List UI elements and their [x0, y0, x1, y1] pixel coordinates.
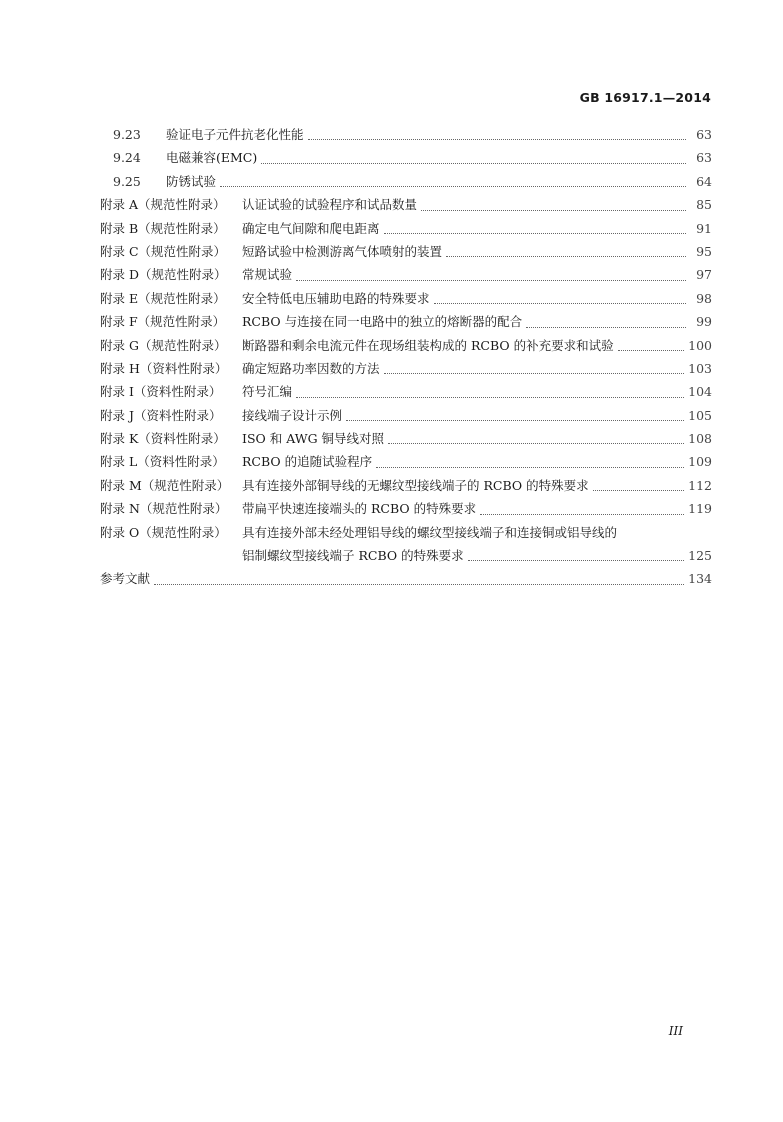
toc-entry-title: 确定电气间隙和爬电距离 [242, 220, 380, 236]
toc-entry-annex-d[interactable] [100, 265, 712, 288]
toc-annex-label: 附录 C（规范性附录） [100, 243, 227, 259]
toc-annex-label: 附录 A（规范性附录） [100, 197, 226, 213]
toc-entry-annex-j[interactable] [100, 406, 712, 429]
toc-entry-page: 64 [696, 173, 712, 189]
toc-entry-page: 134 [688, 571, 712, 587]
toc-entry-bibliography[interactable] [100, 569, 712, 592]
toc-entry-title: 防锈试验 [166, 173, 217, 189]
toc-annex-label: 附录 J（资料性附录） [100, 407, 222, 423]
toc-entry-page: 98 [696, 290, 712, 306]
toc-entry-title: 短路试验中检测游离气体喷射的装置 [242, 243, 443, 259]
dot-leader [296, 279, 686, 281]
dot-leader [261, 162, 686, 164]
toc-annex-label: 附录 K（资料性附录） [100, 431, 226, 447]
dot-leader [480, 513, 684, 515]
toc-entry-page: 109 [688, 454, 712, 470]
toc-annex-label: 附录 D（规范性附录） [100, 267, 227, 283]
toc-entry-number: 9.23 [113, 127, 141, 142]
toc-entry-title: 参考文献 [100, 571, 151, 587]
dot-leader [618, 349, 685, 351]
toc-entry-page: 103 [688, 360, 712, 376]
toc-entry-annex-e[interactable] [100, 289, 712, 312]
toc-entry-page: 95 [696, 243, 712, 259]
dot-leader [376, 466, 684, 468]
toc-entry-page: 63 [696, 150, 712, 166]
toc-entry-title: 常规试验 [242, 267, 293, 283]
toc-entry-page: 125 [688, 548, 712, 564]
toc-entry-9-24[interactable] [100, 148, 712, 171]
toc-entry-annex-o[interactable] [100, 523, 712, 546]
toc-entry-9-25[interactable] [100, 172, 712, 195]
dot-leader [308, 138, 686, 140]
toc-entry-page: 112 [688, 477, 712, 493]
page-folio: III [668, 1024, 683, 1038]
toc-entry-annex-g[interactable] [100, 336, 712, 359]
toc-entry-page: 104 [688, 384, 712, 400]
toc-annex-label: 附录 E（规范性附录） [100, 290, 226, 306]
toc-entry-title: 电磁兼容(EMC) [166, 150, 258, 166]
toc-entry-page: 91 [696, 220, 712, 236]
toc-entry-title: 确定短路功率因数的方法 [242, 360, 380, 376]
toc-annex-label: 附录 I（资料性附录） [100, 384, 222, 400]
toc-entry-page: 99 [696, 314, 712, 330]
toc-entry-9-23[interactable] [100, 125, 712, 148]
toc-entry-annex-n[interactable] [100, 499, 712, 522]
toc-annex-label: 附录 H（资料性附录） [100, 360, 228, 376]
dot-leader [154, 583, 684, 585]
toc-entry-page: 100 [688, 337, 712, 353]
toc-annex-label: 附录 O（规范性附录） [100, 524, 227, 540]
toc-entry-annex-o-continued[interactable] [100, 546, 712, 569]
toc-annex-label: 附录 M（规范性附录） [100, 477, 230, 493]
dot-leader [468, 559, 685, 561]
toc-entry-annex-m[interactable] [100, 476, 712, 499]
toc-entry-page: 85 [696, 197, 712, 213]
toc-entry-title: RCBO 与连接在同一电路中的独立的熔断器的配合 [242, 314, 523, 330]
toc-entry-title-line2: 铝制螺纹型接线端子 RCBO 的特殊要求 [242, 548, 464, 564]
dot-leader [434, 302, 686, 304]
dot-leader [296, 396, 684, 398]
toc-entry-annex-a[interactable] [100, 195, 712, 218]
toc-entry-annex-c[interactable] [100, 242, 712, 265]
dot-leader [526, 326, 686, 328]
dot-leader [421, 209, 686, 211]
toc-entry-title: RCBO 的追随试验程序 [242, 454, 373, 470]
toc-annex-label: 附录 G（规范性附录） [100, 337, 227, 353]
dot-leader [220, 185, 686, 187]
toc-entry-title: 接线端子设计示例 [242, 407, 343, 423]
toc-entry-page: 119 [688, 501, 712, 517]
dot-leader [384, 372, 685, 374]
dot-leader [593, 489, 685, 491]
toc-entry-title: 断路器和剩余电流元件在现场组装构成的 RCBO 的补充要求和试验 [242, 337, 614, 353]
toc-entry-number: 9.24 [113, 150, 141, 166]
toc-entry-title: 符号汇编 [242, 384, 293, 400]
toc-entry-annex-b[interactable] [100, 219, 712, 242]
toc-annex-label: 附录 B（规范性附录） [100, 220, 226, 236]
toc-entry-title: 具有连接外部铜导线的无螺纹型接线端子的 RCBO 的特殊要求 [242, 477, 589, 493]
dot-leader [388, 442, 684, 444]
toc-entry-page: 97 [696, 267, 712, 283]
toc-entry-page: 105 [688, 407, 712, 423]
toc-entry-number: 9.25 [113, 173, 141, 189]
toc-entry-title: 安全特低电压辅助电路的特殊要求 [242, 290, 430, 306]
toc-entry-annex-l[interactable] [100, 452, 712, 475]
toc-annex-label: 附录 L（资料性附录） [100, 454, 225, 470]
toc-entry-title: 带扁平快速连接端头的 RCBO 的特殊要求 [242, 501, 477, 517]
dot-leader [446, 255, 686, 257]
toc-entry-page: 63 [696, 127, 712, 142]
toc-entry-annex-h[interactable] [100, 359, 712, 382]
toc-annex-label: 附录 N（规范性附录） [100, 501, 228, 517]
toc-entry-annex-k[interactable] [100, 429, 712, 452]
toc-entry-annex-f[interactable] [100, 312, 712, 335]
toc-annex-label: 附录 F（规范性附录） [100, 314, 226, 330]
toc-entry-page: 108 [688, 431, 712, 447]
toc-entry-title-line1: 具有连接外部未经处理铝导线的螺纹型接线端子和连接铜或铝导线的 [242, 524, 618, 540]
toc-entry-title: 验证电子元件抗老化性能 [166, 127, 304, 142]
standard-number: GB 16917.1—2014 [579, 90, 711, 105]
dot-leader [384, 232, 686, 234]
toc-entry-title: 认证试验的试验程序和试品数量 [242, 197, 418, 213]
dot-leader [346, 419, 684, 421]
toc-entry-title: ISO 和 AWG 铜导线对照 [242, 431, 385, 447]
table-of-contents [100, 125, 712, 593]
toc-entry-annex-i[interactable] [100, 382, 712, 405]
